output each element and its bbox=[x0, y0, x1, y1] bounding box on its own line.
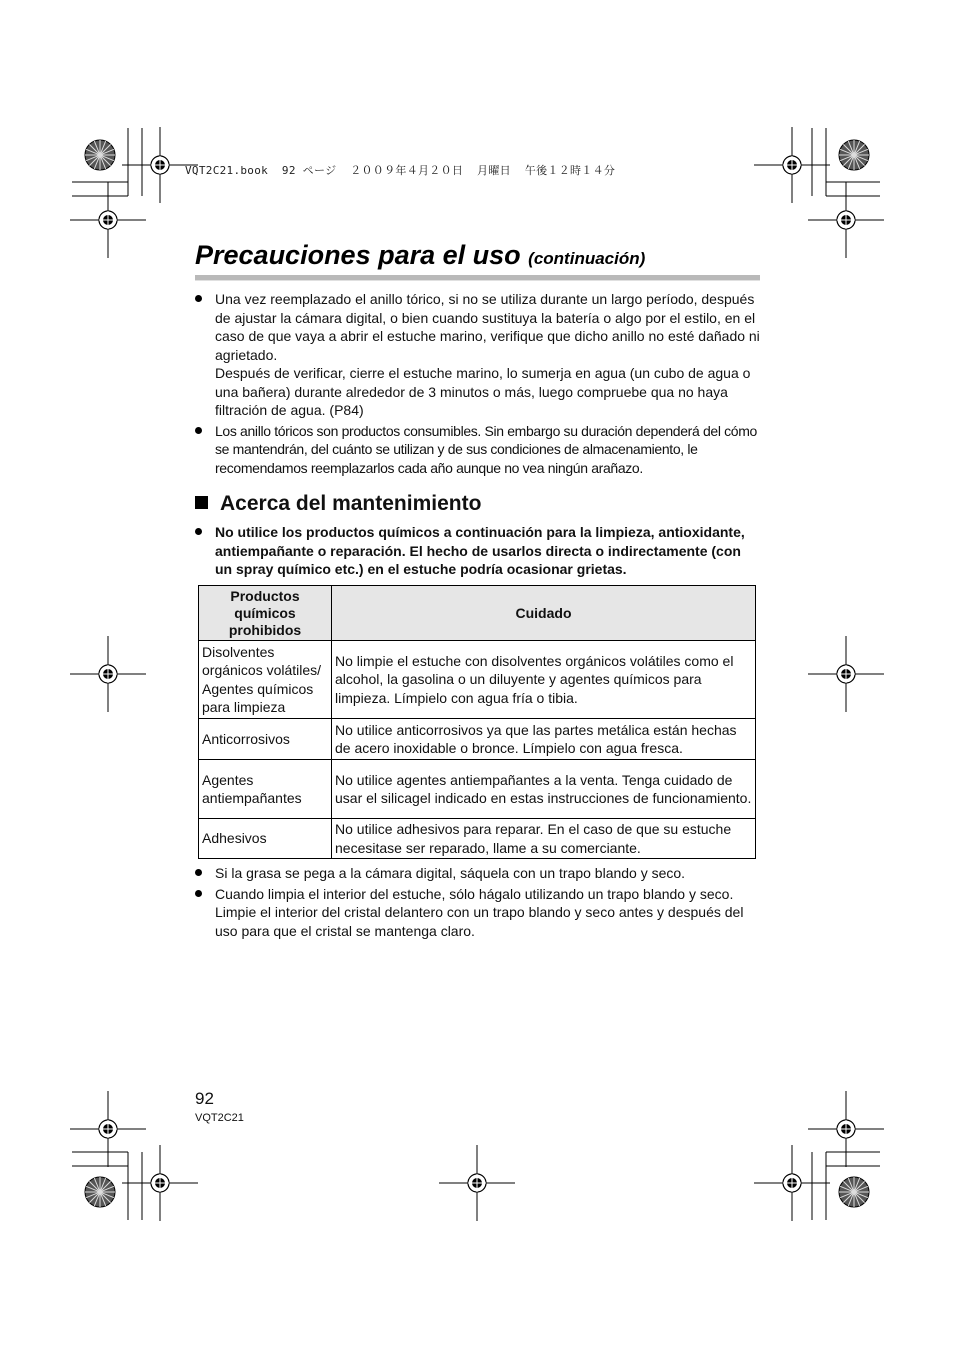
bullet-icon bbox=[195, 295, 202, 302]
bullet-text: Cuando limpia el interior del estuche, sólo hágalo utilizando un trapo blando y seco. Limpie el interior del cristal delantero con un trapo blando y seco antes y después del uso para que el cristal se mantenga claro. bbox=[215, 885, 744, 939]
table-cell: Anticorrosivos bbox=[199, 719, 332, 760]
document-code: VQT2C21 bbox=[195, 1112, 244, 1124]
table-cell: Agentes antiempañantes bbox=[199, 760, 332, 819]
table-cell: No limpie el estuche con disolventes orgánicos volátiles como el alcohol, la gasolina o un diluyente y agentes químicos para limpieza. Límpielo con agua fría o tibia. bbox=[332, 641, 756, 719]
section-heading bbox=[195, 492, 481, 516]
column-header: Cuidado bbox=[332, 586, 756, 641]
title-sub: (continuación) bbox=[528, 249, 646, 268]
warning-block bbox=[195, 523, 760, 581]
warning-text: No utilice los productos químicos a continuación para la limpieza, antioxidante, antiempañante o reparación. El hecho de usarlos directa o indirectamente (con un spray químico etc.) en el estuche podría ocasionar grietas. bbox=[215, 524, 745, 577]
bullet-text: Si la grasa se pega a la cámara digital, sáquela con un trapo blando y seco. bbox=[215, 865, 686, 881]
list-item bbox=[195, 864, 760, 883]
table-row bbox=[199, 719, 756, 760]
bullet-text: Los anillo tóricos son productos consumibles. Sin embargo su duración dependerá del cómo se mantendrán, del cuánto se utilizan y de sus condiciones de almacenamiento, le recomendamos reemplazarlos cada año aunque no vea ningún arañazo. bbox=[215, 422, 757, 476]
column-header: Productos químicos prohibidos bbox=[199, 586, 332, 641]
list-item bbox=[195, 523, 760, 579]
table-cell: No utilice anticorrosivos ya que las partes metálica están hechas de acero inoxidable o bronce. Límpielo con agua fresca. bbox=[332, 719, 756, 760]
bullet-icon bbox=[195, 890, 202, 897]
bullet-icon bbox=[195, 427, 202, 434]
list-item bbox=[195, 290, 760, 420]
page-title bbox=[195, 240, 760, 271]
bullet-icon bbox=[195, 869, 202, 876]
section-heading-text: Acerca del mantenimiento bbox=[220, 492, 482, 515]
table-cell: No utilice adhesivos para reparar. En el caso de que su estuche necesitase ser reparado, llame a su comerciante. bbox=[332, 819, 756, 859]
table-cell: No utilice agentes antiempañantes a la venta. Tenga cuidado de usar el silicagel indicado en estas instrucciones de funcionamiento. bbox=[332, 760, 756, 819]
bullet-icon bbox=[195, 528, 202, 535]
title-rule-shadow bbox=[195, 280, 760, 281]
list-item bbox=[195, 422, 760, 478]
title-main: Precauciones para el uso bbox=[195, 240, 521, 270]
bullet-text: Una vez reemplazado el anillo tórico, si no se utiliza durante un largo período, después de ajustar la cámara digital, o bien cuando sustituya la batería o algo por el estilo, en el caso de que vaya a abrir el estuche marino, verifique que dicho anillo no esté dañado ni agrietado. bbox=[215, 291, 760, 363]
table-cell: Disolventes orgánicos volátiles/ Agentes químicos para limpieza bbox=[199, 641, 332, 719]
intro-bullets bbox=[195, 290, 760, 479]
table-header-row bbox=[199, 586, 756, 641]
maintenance-table bbox=[198, 585, 756, 859]
page-number: 92 bbox=[195, 1089, 214, 1108]
bullet-text-continued: Después de verificar, cierre el estuche marino, lo sumerja en agua (un cubo de agua o una bañera) durante alrededor de 3 minutos o más, luego compruebe qua no haya filtración de agua. (P84) bbox=[215, 365, 751, 418]
list-item bbox=[195, 885, 760, 941]
table-row bbox=[199, 641, 756, 719]
table-row bbox=[199, 819, 756, 859]
table-row bbox=[199, 760, 756, 819]
square-bullet-icon bbox=[195, 496, 208, 509]
table-cell: Adhesivos bbox=[199, 819, 332, 859]
after-bullets bbox=[195, 864, 760, 942]
print-header: VQT2C21.book 92 ページ ２００９年４月２０日 月曜日 午後１２時１４分 bbox=[185, 164, 616, 177]
